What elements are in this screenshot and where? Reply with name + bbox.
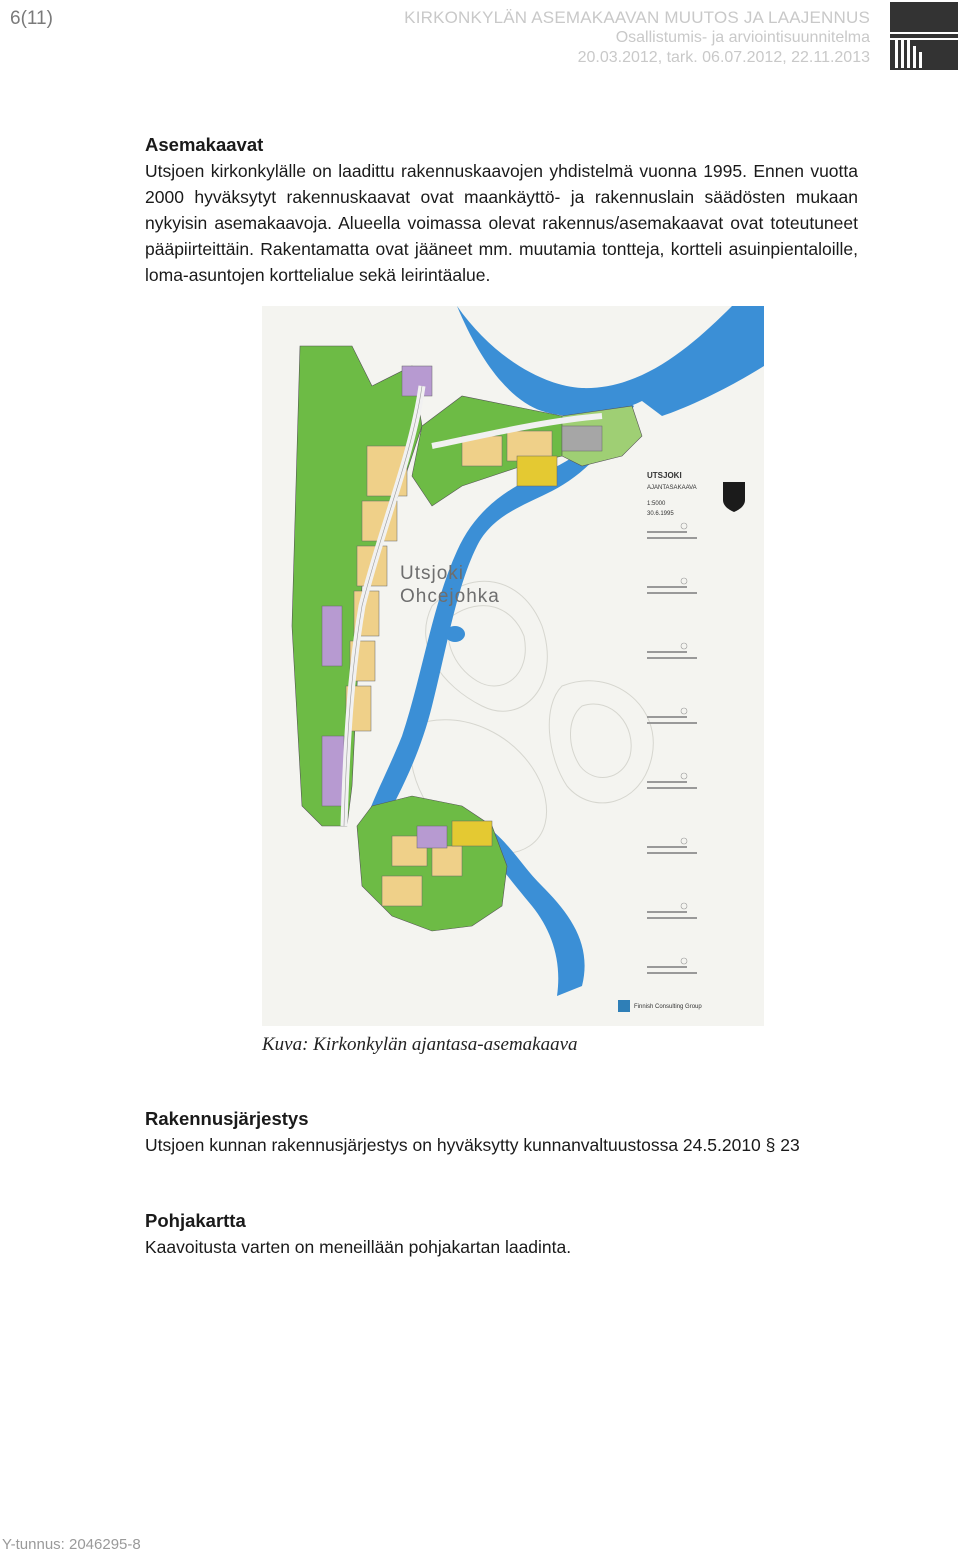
consultant-logo-icon xyxy=(618,1000,630,1012)
page-number: 6(11) xyxy=(10,8,53,29)
heading-asemakaavat: Asemakaavat xyxy=(145,134,264,155)
footer-business-id: Y-tunnus: 2046295-8 xyxy=(2,1536,141,1553)
section-asemakaavat xyxy=(145,132,858,288)
company-logo xyxy=(890,2,958,70)
legend-subtitle: AJANTASAKAAVA xyxy=(647,485,697,491)
legend-scale: 1:5000 xyxy=(647,501,666,507)
zoning-map-graphic xyxy=(262,306,764,1026)
paragraph-asemakaavat: Utsjoen kirkonkylälle on laadittu rakennuskaavojen yhdistelmä vuonna 1995. Ennen vuotta 2000 hyväksytyt rakennuskaavat ovat maankäyttö- ja rakennuslain säädösten mukaan nykyisin asemakaavoja. Alueella voimassa olevat rakennus/asemakaavat ovat toteutuneet pääpiirteittäin. Rakentamatta ovat jääneet mm. muutamia tontteja, kortteli asuinpientaloille, loma-asuntojen korttelialue sekä leirintäalue. xyxy=(145,161,858,285)
document-subtitle: Osallistumis- ja arviointisuunnitelma xyxy=(615,29,870,46)
heading-pohjakartta: Pohjakartta xyxy=(145,1210,246,1231)
document-dates: 20.03.2012, tark. 06.07.2012, 22.11.2013 xyxy=(577,49,870,66)
document-title: KIRKONKYLÄN ASEMAKAAVAN MUUTOS JA LAAJENNUS xyxy=(404,8,870,27)
section-rakennusjarjestys xyxy=(145,1106,858,1158)
consultant-name: Finnish Consulting Group xyxy=(634,1004,702,1010)
map-place-name-sami: Ohcejohka xyxy=(400,586,500,607)
section-pohjakartta xyxy=(145,1208,858,1260)
legend-date: 30.6.1995 xyxy=(647,511,674,517)
zoning-map-image xyxy=(262,306,764,1026)
paragraph-pohjakartta: Kaavoitusta varten on meneillään pohjakartan laadinta. xyxy=(145,1237,572,1257)
legend-title: UTSJOKI xyxy=(647,471,682,480)
map-place-name: Utsjoki xyxy=(400,563,465,584)
heading-rakennusjarjestys: Rakennusjärjestys xyxy=(145,1108,309,1129)
document-header xyxy=(404,8,870,68)
figure-caption: Kuva: Kirkonkylän ajantasa-asemakaava xyxy=(262,1034,578,1055)
paragraph-rakennusjarjestys: Utsjoen kunnan rakennusjärjestys on hyväksytty kunnanvaltuustossa 24.5.2010 § 23 xyxy=(145,1135,800,1155)
